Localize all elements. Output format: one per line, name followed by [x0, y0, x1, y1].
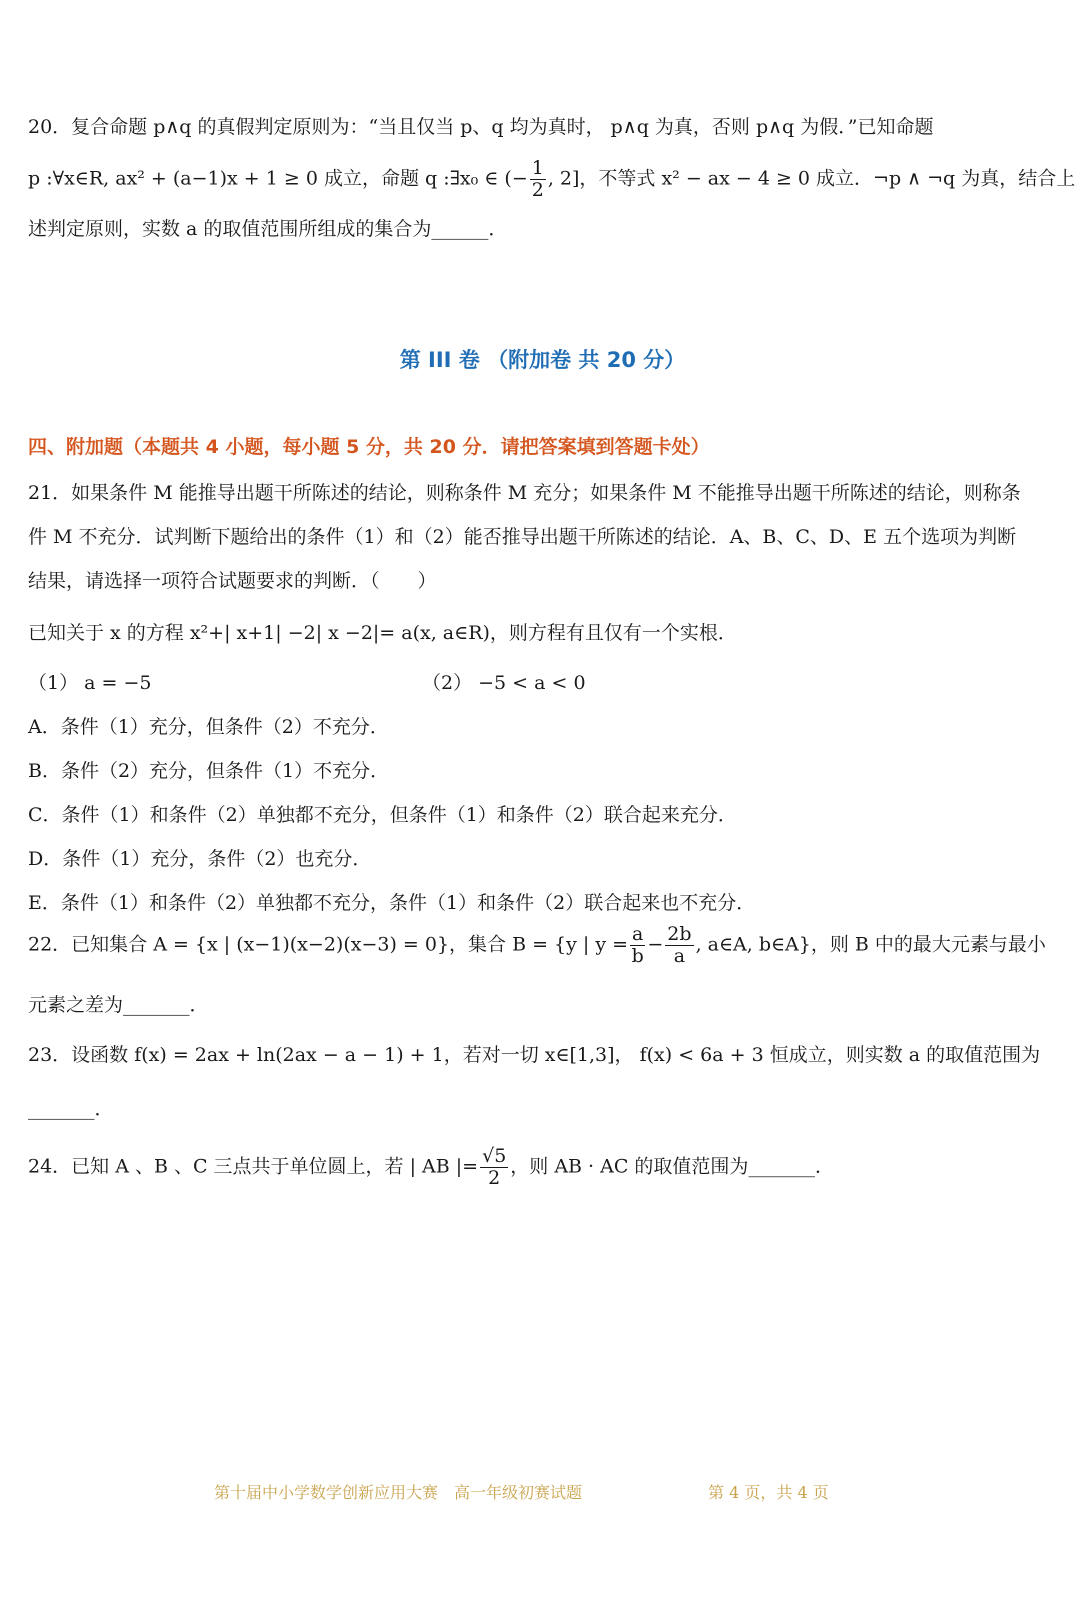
q21-line2: 件 M 不充分．试判断下题给出的条件（1）和（2）能否推导出题干所陈述的结论．A、B、C、D、E 五个选项为判断 [28, 526, 1017, 548]
q24-frac-num: √5 [482, 1145, 507, 1167]
q24-part1: 24．已知 A 、B 、C 三点共于单位圆上，若 | AB |= [28, 1155, 479, 1178]
footer-page-number: 第 4 页，共 4 页 [708, 1483, 829, 1502]
q22-line2: 元素之差为_______． [28, 994, 209, 1016]
q20-frac-den: 2 [531, 178, 544, 201]
q20-line3: 述判定原则，实数 a 的取值范围所组成的集合为______． [28, 218, 508, 240]
q24-part2: ，则 AB · AC 的取值范围为_______． [510, 1155, 834, 1178]
q21-option-d: D．条件（1）充分，条件（2）也充分． [28, 848, 372, 870]
q21-option-e: E．条件（1）和条件（2）单独都不充分，条件（1）和条件（2）联合起来也不充分． [28, 892, 756, 914]
q22-frac2-den: a [673, 944, 686, 967]
q24-fraction [480, 1146, 508, 1189]
q21-line3: 结果，请选择一项符合试题要求的判断．（ ） [28, 570, 437, 592]
q20-frac-num: 1 [531, 157, 544, 179]
section-title: 第 III 卷 （附加卷 共 20 分） [399, 348, 686, 372]
q21-condition-1: （1） a = −5 [28, 672, 152, 694]
q21-option-c: C．条件（1）和条件（2）单独都不充分，但条件（1）和条件（2）联合起来充分． [28, 804, 737, 826]
q22-line1 [28, 924, 1046, 967]
q22-frac1-den: b [631, 944, 644, 967]
q22-frac1-num: a [632, 923, 644, 945]
q20-line1: 20．复合命题 p∧q 的真假判定原则为：“当且仅当 p、q 均为真时， p∧q 为真，否则 p∧q 为假．”已知命题 [28, 116, 934, 138]
q23-line2: _______． [28, 1098, 114, 1120]
q22-part2: , a∈A, b∈A}，则 B 中的最大元素与最小 [695, 933, 1046, 956]
q24-line [28, 1146, 834, 1189]
q22-fraction-1 [630, 924, 645, 967]
q22-fraction-2 [665, 924, 693, 967]
q22-frac2-num: 2b [667, 923, 692, 945]
q20-line2 [28, 158, 1075, 201]
q20-fraction [530, 158, 546, 201]
q22-minus: − [647, 933, 664, 956]
section-heading: 四、附加题（本题共 4 小题，每小题 5 分，共 20 分．请把答案填到答题卡处） [28, 436, 710, 458]
q23-line1: 23．设函数 f(x) = 2ax + ln(2ax − a − 1) + 1，若对一切 x∈[1,3]， f(x) < 6a + 3 恒成立，则实数 a 的取值范围为 [28, 1044, 1041, 1066]
footer-title: 第十届中小学数学创新应用大赛 高一年级初赛试题 [214, 1483, 583, 1502]
q21-line1: 21．如果条件 M 能推导出题干所陈述的结论，则称条件 M 充分；如果条件 M 不能推导出题干所陈述的结论，则称条 [28, 482, 1021, 504]
q21-option-a: A．条件（1）充分，但条件（2）不充分． [28, 716, 389, 738]
q21-stem: 已知关于 x 的方程 x²+| x+1| −2| x −2|= a(x, a∈R)，则方程有且仅有一个实根． [28, 622, 737, 644]
q22-part1: 22．已知集合 A = {x | (x−1)(x−2)(x−3) = 0}，集合 B = {y | y = [28, 933, 629, 956]
q21-condition-2: （2） −5 < a < 0 [422, 672, 586, 694]
q20-line2-part2: , 2]，不等式 x² − ax − 4 ≥ 0 成立．¬p ∧ ¬q 为真，结合上 [547, 167, 1076, 190]
q24-frac-den: 2 [488, 1166, 501, 1189]
q20-line2-part1: p :∀x∈R, ax² + (a−1)x + 1 ≥ 0 成立，命题 q :∃x₀ ∈ (− [28, 167, 528, 190]
q21-option-b: B．条件（2）充分，但条件（1）不充分． [28, 760, 390, 782]
